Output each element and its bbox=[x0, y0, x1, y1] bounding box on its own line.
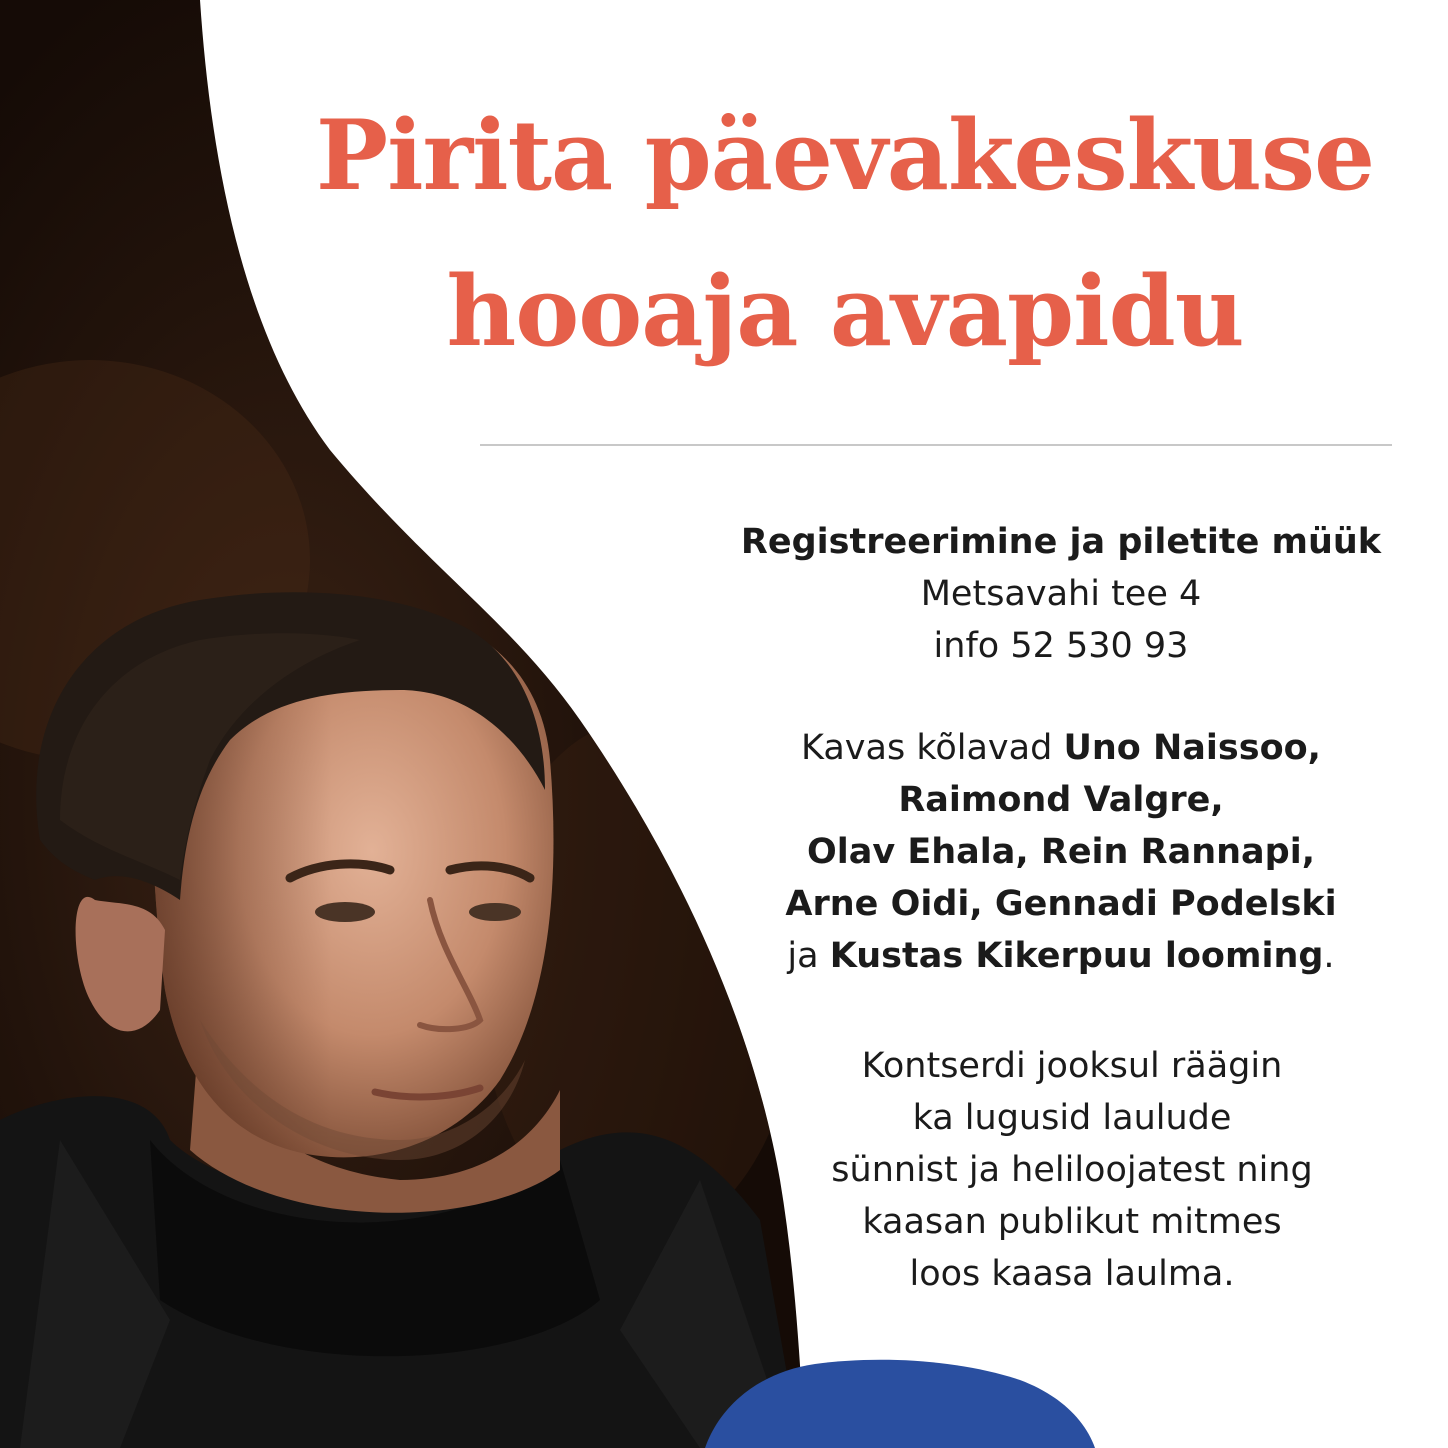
program-period: . bbox=[1323, 936, 1335, 976]
program-intro: Kavas kõlavad bbox=[801, 728, 1064, 768]
registration-info bbox=[700, 516, 1422, 672]
program-conjunction: ja bbox=[787, 936, 830, 976]
story-line-2: ka lugusid laulude bbox=[912, 1098, 1232, 1138]
registration-heading: Registreerimine ja piletite müük bbox=[740, 522, 1382, 562]
composer-names-1: Uno Naissoo, bbox=[1063, 728, 1321, 768]
story-line-5: loos kaasa laulma. bbox=[909, 1254, 1235, 1294]
event-title-line-1: Pirita päevakeskuse bbox=[315, 99, 1375, 212]
venue-address: Metsavahi tee 4 bbox=[920, 574, 1202, 614]
composer-names-last: Kustas Kikerpuu looming bbox=[829, 936, 1324, 976]
story-line-4: kaasan publikut mitmes bbox=[862, 1202, 1282, 1242]
composer-names-3: Olav Ehala, Rein Rannapi, bbox=[806, 832, 1316, 872]
event-title-line-2: hooaja avapidu bbox=[446, 255, 1244, 368]
composer-names-4: Arne Oidi, Gennadi Podelski bbox=[785, 884, 1337, 924]
story-line-3: sünnist ja heliloojatest ning bbox=[831, 1150, 1313, 1190]
concert-story-text bbox=[700, 1040, 1444, 1300]
program-description bbox=[700, 722, 1422, 982]
contact-phone: info 52 530 93 bbox=[933, 626, 1189, 666]
story-line-1: Kontserdi jooksul räägin bbox=[861, 1046, 1283, 1086]
composer-names-2: Raimond Valgre, bbox=[898, 780, 1224, 820]
title-divider bbox=[480, 444, 1392, 446]
